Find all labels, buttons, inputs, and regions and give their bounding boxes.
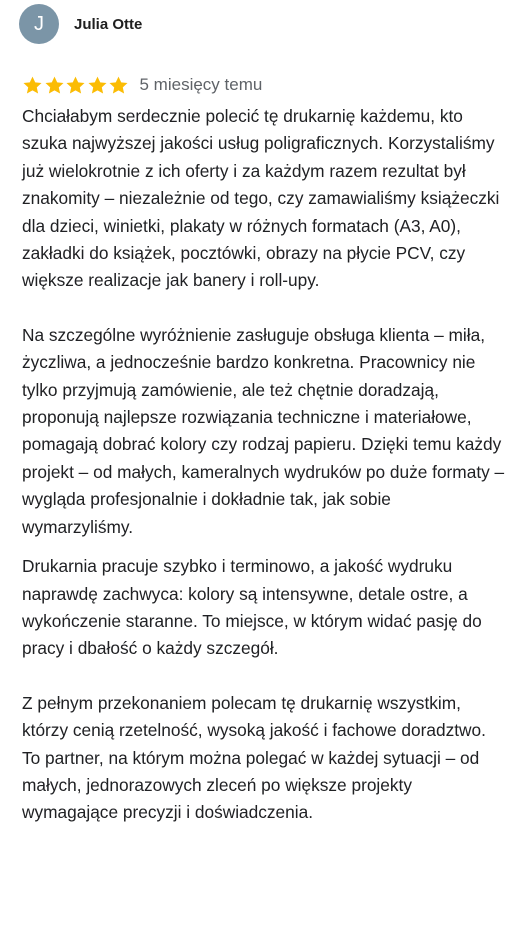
rating-row bbox=[22, 72, 262, 98]
review-header bbox=[19, 4, 142, 44]
review-paragraph: Na szczególne wyróżnienie zasługuje obsługa klienta – miła, życzliwa, a jednocześnie bardzo konkretna. Pracownicy nie tylko przyjmują zamówienie, ale też chętnie doradzają, proponują najlepsze rozwiązania techniczne i materiałowe, pomagają dobrać kolory czy rodzaj papieru. Dzięki temu każdy projekt – od małych, kameralnych wydruków po duże formaty – wygląda profesjonalnie i dokładnie tak, jak sobie wymarzyliśmy. bbox=[22, 324, 505, 537]
review-text bbox=[22, 103, 506, 827]
star-rating bbox=[22, 75, 130, 96]
star-icon bbox=[22, 75, 43, 96]
paragraph-spacer bbox=[22, 541, 506, 553]
review-date: 5 miesięcy temu bbox=[139, 75, 263, 94]
author-name[interactable]: Julia Otte bbox=[74, 15, 143, 33]
review-paragraph: Drukarnia pracuje szybko i terminowo, a jakość wydruku naprawdę zachwyca: kolory są intensywne, detale ostre, a wykończenie staranne. To miejsce, w którym widać pasję do pracy i dbałość o każdy szczegół. bbox=[22, 556, 482, 659]
star-icon bbox=[65, 75, 86, 96]
avatar[interactable]: J bbox=[19, 4, 59, 44]
star-icon bbox=[44, 75, 65, 96]
review-paragraph: Chciałabym serdecznie polecić tę drukarnię każdemu, kto szuka najwyższej jakości usług poligraficznych. Korzystaliśmy już wielokrotnie z ich oferty i za każdym razem rezultat był znakomity – niezależnie od tego, czy zamawialiśmy książeczki dla dzieci, winietki, plakaty w różnych formatach (A3, A0), zakładki do książek, pocztówki, obrazy na płycie PCV, czy większe realizacje jak banery i roll-upy. bbox=[22, 106, 500, 291]
review-paragraph: Z pełnym przekonaniem polecam tę drukarnię wszystkim, którzy cenią rzetelność, wysoką jakość i fachowe doradztwo. To partner, na którym można polegać w każdej sytuacji – od małych, jednorazowych zleceń po większe projekty wymagające precyzji i doświadczenia. bbox=[22, 692, 486, 823]
star-icon bbox=[108, 75, 129, 96]
paragraph-spacer bbox=[22, 663, 506, 690]
paragraph-spacer bbox=[22, 295, 506, 322]
star-icon bbox=[87, 75, 108, 96]
